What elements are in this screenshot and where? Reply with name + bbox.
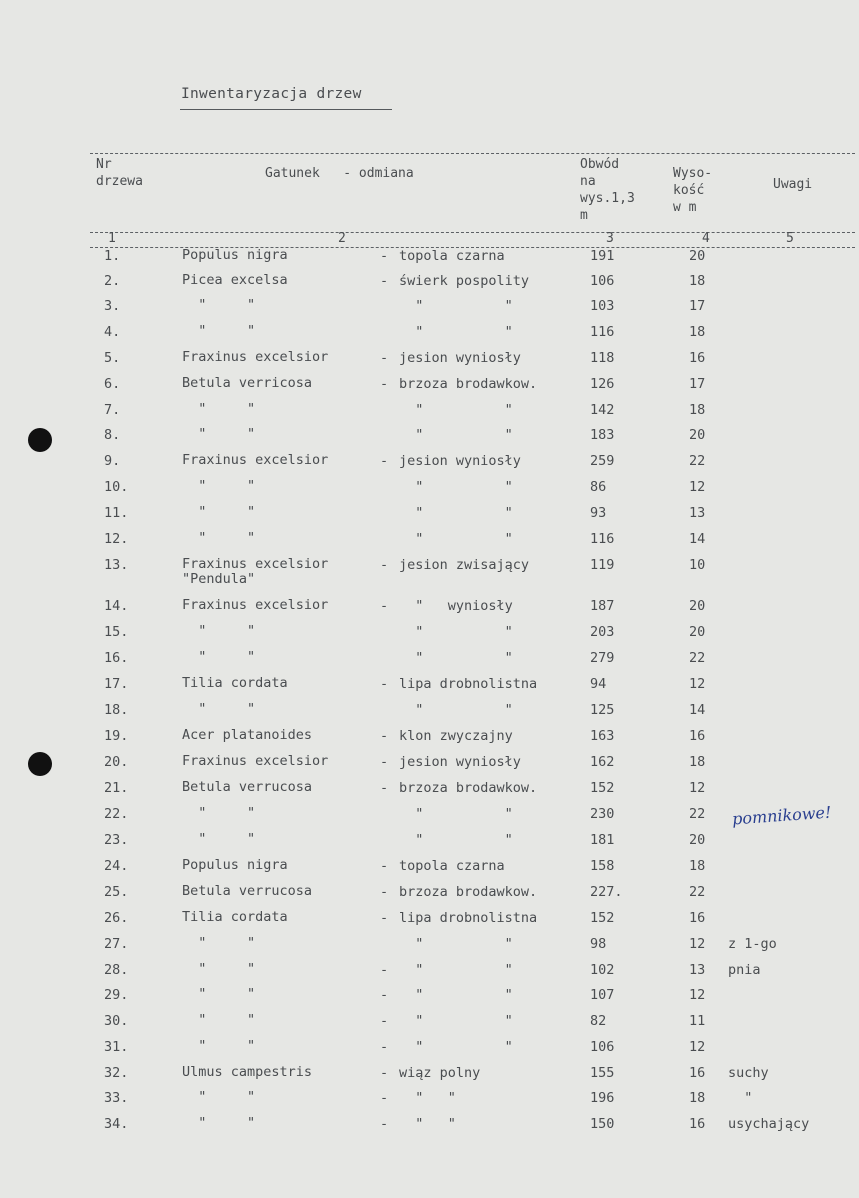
cell-dash: - [380, 350, 389, 366]
cell-dash: - [380, 987, 389, 1003]
table-row [0, 754, 859, 776]
cell-wys: 12 [689, 780, 706, 796]
cell-obw: 203 [590, 624, 615, 640]
cell-lat: " " [182, 649, 256, 665]
cell-pol: " " [399, 427, 513, 443]
cell-obw: 102 [590, 962, 615, 978]
cell-lat: Fraxinus excelsior [182, 597, 329, 613]
cell-wys: 11 [689, 1013, 706, 1029]
cell-obw: 116 [590, 531, 615, 547]
cell-nr: 12. [104, 531, 129, 547]
cell-obw: 142 [590, 402, 615, 418]
cell-obw: 259 [590, 453, 615, 469]
cell-wys: 22 [689, 453, 706, 469]
cell-dash: - [380, 248, 389, 264]
cell-lat: Acer platanoides [182, 727, 313, 743]
cell-pol: " " [399, 962, 513, 978]
document-title: Inwentaryzacja drzew [181, 86, 362, 102]
cell-nr: 17. [104, 676, 129, 692]
cell-obw: 82 [590, 1013, 607, 1029]
cell-lat: " " [182, 530, 256, 546]
cell-dash: - [380, 598, 389, 614]
cell-pol: brzoza brodawkow. [399, 376, 538, 392]
table-row [0, 806, 859, 828]
cell-lat: Populus nigra [182, 857, 288, 873]
cell-dash: - [380, 884, 389, 900]
cell-obw: 158 [590, 858, 615, 874]
cell-wys: 16 [689, 728, 706, 744]
table-row [0, 910, 859, 932]
cell-wys: 14 [689, 702, 706, 718]
column-number: 2 [338, 231, 346, 246]
table-row [0, 531, 859, 553]
column-number: 1 [108, 231, 116, 246]
table-row [0, 676, 859, 698]
cell-pol: " " [399, 624, 513, 640]
punch-hole [28, 752, 52, 776]
table-row [0, 728, 859, 750]
cell-lat: " " [182, 961, 256, 977]
cell-nr: 34. [104, 1116, 129, 1132]
header-obwod: Obwód na wys.1,3 m [580, 157, 635, 223]
cell-wys: 20 [689, 598, 706, 614]
punch-hole [28, 428, 52, 452]
cell-obw: 230 [590, 806, 615, 822]
cell-obw: 94 [590, 676, 607, 692]
cell-wys: 13 [689, 962, 706, 978]
cell-obw: 125 [590, 702, 615, 718]
cell-pol: świerk pospolity [399, 273, 530, 289]
cell-nr: 6. [104, 376, 121, 392]
cell-wys: 17 [689, 376, 706, 392]
cell-wys: 20 [689, 624, 706, 640]
cell-nr: 30. [104, 1013, 129, 1029]
cell-pol: " " [399, 402, 513, 418]
cell-wys: 13 [689, 505, 706, 521]
cell-lat: Fraxinus excelsior [182, 452, 329, 468]
table-row [0, 702, 859, 724]
cell-lat: " " [182, 701, 256, 717]
cell-lat: " " [182, 504, 256, 520]
cell-lat: " " [182, 1115, 256, 1131]
cell-pol: topola czarna [399, 858, 505, 874]
cell-dash: - [380, 962, 389, 978]
cell-pol: " " [399, 650, 513, 666]
cell-wys: 17 [689, 298, 706, 314]
cell-wys: 16 [689, 350, 706, 366]
cell-dash: - [380, 453, 389, 469]
table-row [0, 1013, 859, 1035]
cell-uw: suchy [728, 1065, 769, 1081]
cell-obw: 86 [590, 479, 607, 495]
cell-pol: " " [399, 505, 513, 521]
cell-wys: 16 [689, 1116, 706, 1132]
cell-nr: 4. [104, 324, 121, 340]
cell-pol: " " [399, 702, 513, 718]
cell-lat: " " [182, 1038, 256, 1054]
cell-pol: jesion wyniosły [399, 754, 521, 770]
cell-lat: Fraxinus excelsior [182, 349, 329, 365]
cell-obw: 183 [590, 427, 615, 443]
cell-nr: 5. [104, 350, 121, 366]
cell-obw: 103 [590, 298, 615, 314]
table-row [0, 987, 859, 1009]
cell-obw: 227. [590, 884, 623, 900]
cell-wys: 12 [689, 1039, 706, 1055]
cell-uw: z 1-go [728, 936, 777, 952]
cell-pol: brzoza brodawkow. [399, 884, 538, 900]
cell-wys: 10 [689, 557, 706, 573]
table-row [0, 936, 859, 958]
cell-nr: 19. [104, 728, 129, 744]
cell-wys: 12 [689, 479, 706, 495]
cell-nr: 15. [104, 624, 129, 640]
handwritten-note: pomnikowe! [731, 802, 832, 829]
cell-wys: 20 [689, 427, 706, 443]
cell-obw: 152 [590, 910, 615, 926]
cell-nr: 24. [104, 858, 129, 874]
cell-pol: " " [399, 298, 513, 314]
cell-pol: " " [399, 987, 513, 1003]
table-row [0, 858, 859, 880]
title-underline [180, 109, 392, 110]
table-row [0, 350, 859, 372]
cell-lat: " " [182, 426, 256, 442]
cell-lat: " " [182, 1012, 256, 1028]
table-row [0, 832, 859, 854]
cell-wys: 22 [689, 884, 706, 900]
cell-nr: 14. [104, 598, 129, 614]
cell-wys: 22 [689, 806, 706, 822]
table-row [0, 1039, 859, 1061]
cell-dash: - [380, 273, 389, 289]
cell-lat: Tilia cordata [182, 909, 288, 925]
cell-wys: 18 [689, 273, 706, 289]
cell-wys: 12 [689, 676, 706, 692]
table-row [0, 298, 859, 320]
cell-dash: - [380, 376, 389, 392]
cell-obw: 191 [590, 248, 615, 264]
cell-obw: 196 [590, 1090, 615, 1106]
cell-lat: " " [182, 935, 256, 951]
cell-wys: 16 [689, 910, 706, 926]
cell-nr: 2. [104, 273, 121, 289]
cell-nr: 33. [104, 1090, 129, 1106]
cell-pol: " " [399, 531, 513, 547]
cell-nr: 28. [104, 962, 129, 978]
column-number: 4 [702, 231, 710, 246]
cell-obw: 181 [590, 832, 615, 848]
cell-nr: 29. [104, 987, 129, 1003]
cell-lat: " " [182, 478, 256, 494]
cell-nr: 22. [104, 806, 129, 822]
cell-dash: - [380, 676, 389, 692]
cell-obw: 126 [590, 376, 615, 392]
cell-lat: " " [182, 831, 256, 847]
table-row [0, 1116, 859, 1138]
cell-pol: " " [399, 1090, 456, 1106]
cell-uw: usychający [728, 1116, 810, 1132]
table-row [0, 248, 859, 270]
cell-wys: 14 [689, 531, 706, 547]
cell-pol: klon zwyczajny [399, 728, 513, 744]
cell-lat: Fraxinus excelsior [182, 753, 329, 769]
cell-nr: 1. [104, 248, 121, 264]
cell-pol: " " [399, 324, 513, 340]
cell-uw: pnia [728, 962, 761, 978]
cell-lat: " " [182, 297, 256, 313]
cell-nr: 23. [104, 832, 129, 848]
cell-obw: 163 [590, 728, 615, 744]
cell-nr: 32. [104, 1065, 129, 1081]
cell-obw: 116 [590, 324, 615, 340]
cell-wys: 22 [689, 650, 706, 666]
table-row [0, 273, 859, 295]
cell-pol: " " [399, 1116, 456, 1132]
cell-obw: 279 [590, 650, 615, 666]
cell-dash: - [380, 1039, 389, 1055]
cell-lat: Betula verrucosa [182, 779, 313, 795]
header-bottom-rule [90, 232, 855, 233]
column-number: 3 [606, 231, 614, 246]
table-row [0, 453, 859, 475]
table-row [0, 505, 859, 527]
cell-wys: 20 [689, 832, 706, 848]
cell-wys: 16 [689, 1065, 706, 1081]
table-row [0, 962, 859, 984]
cell-obw: 155 [590, 1065, 615, 1081]
cell-lat: " " [182, 623, 256, 639]
cell-pol: topola czarna [399, 248, 505, 264]
table-row [0, 624, 859, 646]
cell-dash: - [380, 1116, 389, 1132]
cell-dash: - [380, 754, 389, 770]
cell-pol: " " [399, 479, 513, 495]
cell-nr: 7. [104, 402, 121, 418]
cell-pol: jesion wyniosły [399, 350, 521, 366]
cell-nr: 25. [104, 884, 129, 900]
table-row [0, 1065, 859, 1087]
cell-pol: " wyniosły [399, 598, 513, 614]
table-top-rule [90, 153, 855, 154]
cell-obw: 162 [590, 754, 615, 770]
cell-nr: 18. [104, 702, 129, 718]
cell-dash: - [380, 728, 389, 744]
cell-nr: 21. [104, 780, 129, 796]
cell-lat: " " [182, 401, 256, 417]
header-uwagi: Uwagi [773, 177, 813, 192]
cell-nr: 26. [104, 910, 129, 926]
cell-pol: jesion zwisający [399, 557, 530, 573]
cell-pol: " " [399, 832, 513, 848]
cell-pol: lipa drobnolistna [399, 910, 538, 926]
cell-dash: - [380, 780, 389, 796]
cell-uw: " [728, 1090, 753, 1106]
cell-pol: brzoza brodawkow. [399, 780, 538, 796]
cell-lat: " " [182, 805, 256, 821]
table-row [0, 376, 859, 398]
cell-wys: 20 [689, 248, 706, 264]
header-wysokosc: Wyso- kość w m [673, 166, 713, 215]
table-row [0, 427, 859, 449]
cell-dash: - [380, 910, 389, 926]
cell-pol: jesion wyniosły [399, 453, 521, 469]
cell-obw: 93 [590, 505, 607, 521]
table-row [0, 650, 859, 672]
cell-lat: " " [182, 986, 256, 1002]
table-row [0, 324, 859, 346]
cell-lat: Betula verrucosa [182, 883, 313, 899]
cell-obw: 98 [590, 936, 607, 952]
cell-nr: 10. [104, 479, 129, 495]
cell-nr: 3. [104, 298, 121, 314]
cell-obw: 150 [590, 1116, 615, 1132]
cell-obw: 106 [590, 1039, 615, 1055]
cell-pol: " " [399, 936, 513, 952]
header-nr: Nr drzewa [96, 157, 143, 189]
cell-pol: " " [399, 1039, 513, 1055]
cell-obw: 118 [590, 350, 615, 366]
cell-dash: - [380, 1065, 389, 1081]
cell-dash: - [380, 1013, 389, 1029]
cell-obw: 187 [590, 598, 615, 614]
cell-nr: 27. [104, 936, 129, 952]
column-number: 5 [786, 231, 794, 246]
cell-lat: Tilia cordata [182, 675, 288, 691]
cell-dash: - [380, 1090, 389, 1106]
cell-wys: 12 [689, 936, 706, 952]
cell-pol: lipa drobnolistna [399, 676, 538, 692]
cell-wys: 18 [689, 402, 706, 418]
cell-obw: 107 [590, 987, 615, 1003]
cell-dash: - [380, 557, 389, 573]
table-row [0, 479, 859, 501]
cell-nr: 20. [104, 754, 129, 770]
cell-lat: Populus nigra [182, 247, 288, 263]
cell-pol: " " [399, 1013, 513, 1029]
table-row [0, 598, 859, 620]
cell-wys: 18 [689, 324, 706, 340]
cell-obw: 119 [590, 557, 615, 573]
cell-dash: - [380, 858, 389, 874]
table-row [0, 1090, 859, 1112]
cell-lat: Ulmus campestris [182, 1064, 313, 1080]
header-gatunek: Gatunek - odmiana [265, 166, 414, 181]
table-row [0, 884, 859, 906]
cell-nr: 9. [104, 453, 121, 469]
cell-wys: 18 [689, 858, 706, 874]
cell-lat: Picea excelsa [182, 272, 288, 288]
cell-lat: " " [182, 1089, 256, 1105]
cell-wys: 12 [689, 987, 706, 1003]
cell-lat: Betula verricosa [182, 375, 313, 391]
cell-obw: 106 [590, 273, 615, 289]
cell-nr: 31. [104, 1039, 129, 1055]
cell-nr: 16. [104, 650, 129, 666]
table-row [0, 556, 859, 587]
cell-obw: 152 [590, 780, 615, 796]
cell-pol: wiąz polny [399, 1065, 481, 1081]
cell-lat: Fraxinus excelsior "Pendula" [182, 556, 329, 587]
cell-wys: 18 [689, 1090, 706, 1106]
table-row [0, 402, 859, 424]
cell-lat: " " [182, 323, 256, 339]
cell-nr: 11. [104, 505, 129, 521]
table-row [0, 780, 859, 802]
cell-pol: " " [399, 806, 513, 822]
cell-wys: 18 [689, 754, 706, 770]
cell-nr: 13. [104, 557, 129, 573]
cell-nr: 8. [104, 427, 121, 443]
